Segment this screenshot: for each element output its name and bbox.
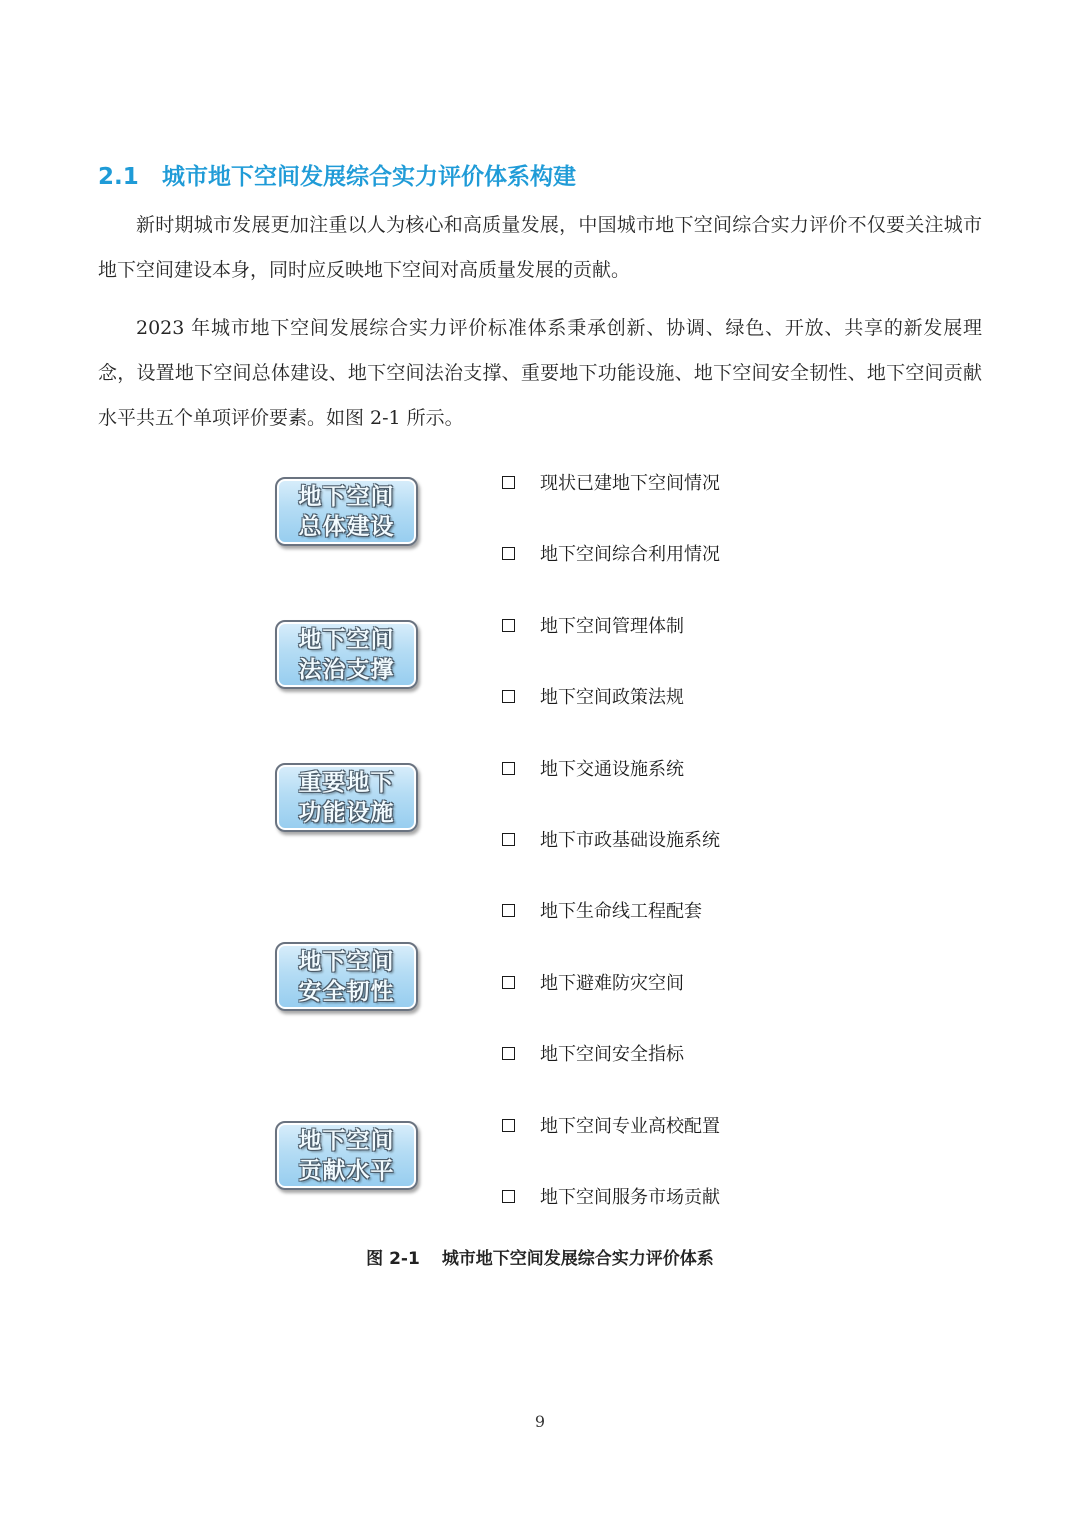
checkbox-icon	[502, 547, 515, 560]
paragraph-2: 2023 年城市地下空间发展综合实力评价标准体系秉承创新、协调、绿色、开放、共享的新发展理念，设置地下空间总体建设、地下空间法治支撑、重要地下功能设施、地下空间安全韧性、地下空间贡献水平共五个单项评价要素。如图 2-1 所示。	[98, 317, 982, 429]
category-line1: 地下空间	[298, 626, 395, 653]
section-number: 2.1	[98, 164, 139, 190]
category-box-key-facilities	[275, 763, 418, 832]
figure-caption	[0, 1244, 1080, 1269]
figure-caption-label: 图 2-1	[366, 1249, 420, 1269]
checkbox-icon	[502, 1047, 515, 1060]
checkbox-icon	[502, 476, 515, 489]
indicator-item	[502, 894, 702, 926]
indicator-label: 地下市政基础设施系统	[540, 830, 720, 851]
checkbox-icon	[502, 833, 515, 846]
checkbox-icon	[502, 976, 515, 989]
section-heading	[98, 158, 576, 191]
category-line2: 总体建设	[298, 513, 395, 540]
checkbox-icon	[502, 1190, 515, 1203]
category-box-overall-construction	[275, 477, 418, 546]
indicator-item	[502, 537, 720, 569]
indicator-item	[502, 1109, 720, 1141]
indicator-item	[502, 966, 684, 998]
indicator-label: 地下生命线工程配套	[540, 901, 702, 922]
checkbox-icon	[502, 619, 515, 632]
indicator-item	[502, 752, 684, 784]
indicator-label: 地下空间综合利用情况	[540, 544, 720, 565]
category-box-safety-resilience	[275, 942, 418, 1011]
indicator-label: 地下空间政策法规	[540, 687, 684, 708]
category-line2: 功能设施	[298, 799, 395, 826]
checkbox-icon	[502, 762, 515, 775]
indicator-item	[502, 823, 720, 855]
indicator-label: 地下交通设施系统	[540, 759, 684, 780]
indicator-item	[502, 1037, 684, 1069]
indicator-label: 地下空间安全指标	[540, 1044, 684, 1065]
checkbox-icon	[502, 1119, 515, 1132]
category-line2: 法治支撑	[298, 656, 395, 683]
section-title: 城市地下空间发展综合实力评价体系构建	[162, 164, 576, 190]
indicator-item	[502, 1180, 720, 1212]
category-line1: 地下空间	[298, 948, 395, 975]
page-number: 9	[534, 1412, 546, 1431]
indicator-item	[502, 466, 720, 498]
indicator-label: 地下空间服务市场贡献	[540, 1187, 720, 1208]
indicator-item	[502, 680, 684, 712]
indicator-label: 地下空间管理体制	[540, 616, 684, 637]
category-line1: 地下空间	[298, 1127, 395, 1154]
paragraph-1: 新时期城市发展更加注重以人为核心和高质量发展，中国城市地下空间综合实力评价不仅要关注城市地下空间建设本身，同时应反映地下空间对高质量发展的贡献。	[98, 214, 982, 281]
category-box-rule-of-law	[275, 620, 418, 689]
category-box-contribution-level	[275, 1121, 418, 1190]
checkbox-icon	[502, 904, 515, 917]
indicator-label: 现状已建地下空间情况	[540, 473, 720, 494]
category-line1: 重要地下	[298, 769, 395, 796]
category-line2: 贡献水平	[298, 1157, 395, 1184]
category-line1: 地下空间	[298, 483, 395, 510]
indicator-item	[502, 609, 684, 641]
checkbox-icon	[502, 690, 515, 703]
indicator-label: 地下空间专业高校配置	[540, 1116, 720, 1137]
indicator-label: 地下避难防灾空间	[540, 973, 684, 994]
figure-caption-text: 城市地下空间发展综合实力评价体系	[441, 1249, 714, 1269]
category-line2: 安全韧性	[298, 978, 395, 1005]
